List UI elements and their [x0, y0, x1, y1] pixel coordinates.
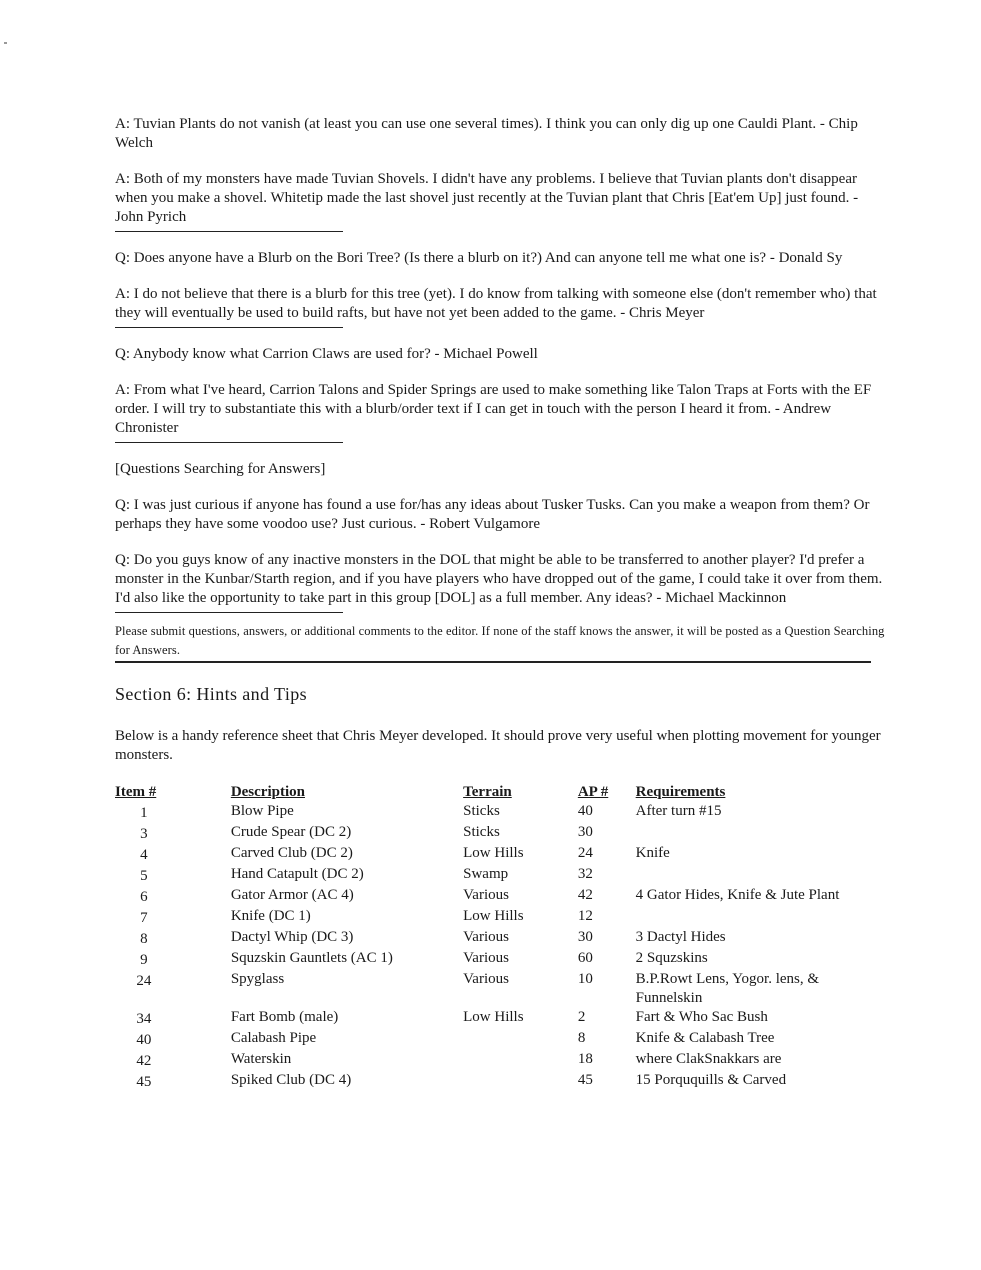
cell-terrain: Various — [463, 887, 509, 903]
cell-ap: 45 — [577, 1072, 593, 1088]
qa-text: Does anyone have a Blurb on the Bori Tree? (Is there a blurb on it?) And can anyone tell me what one is? - Donald Sy — [130, 250, 843, 266]
cell-terrain: Sticks — [463, 824, 500, 840]
cell-item: 42 — [136, 1053, 152, 1069]
cell-terrain: Various — [463, 971, 509, 987]
qa-paragraph — [115, 551, 885, 608]
cell-ap: 30 — [577, 824, 593, 840]
cell-description: Waterskin — [230, 1051, 292, 1067]
qa-paragraph — [115, 285, 885, 323]
table-row — [115, 886, 885, 907]
cell-requirements: Knife — [635, 845, 670, 861]
table-row — [115, 949, 885, 970]
cell-description: Spyglass — [230, 971, 285, 987]
table-row — [115, 844, 885, 865]
qa-section — [115, 115, 885, 613]
qa-lead: Q: — [115, 497, 130, 513]
cell-item: 3 — [140, 826, 148, 842]
qa-text: Anybody know what Carrion Claws are used for? - Michael Powell — [130, 346, 538, 362]
cell-ap: 60 — [577, 950, 593, 966]
cell-description: Squzskin Gauntlets (AC 1) — [230, 950, 393, 966]
cell-ap: 12 — [577, 908, 593, 924]
cell-item: 34 — [136, 1011, 152, 1027]
cell-item: 4 — [140, 847, 148, 863]
qa-lead: A: — [115, 171, 130, 187]
cell-requirements: 3 Dactyl Hides — [635, 929, 726, 945]
cell-terrain: Various — [463, 929, 509, 945]
table-row — [115, 802, 885, 823]
cell-terrain: Low Hills — [463, 1009, 524, 1025]
cell-ap: 32 — [577, 866, 593, 882]
cell-requirements: B.P.Rowt Lens, Yogor. lens, & Funnelskin — [635, 971, 820, 1006]
cell-description: Gator Armor (AC 4) — [230, 887, 354, 903]
separator-rule — [115, 327, 343, 328]
qa-paragraph — [115, 249, 885, 268]
qa-paragraph — [115, 170, 885, 227]
cell-terrain: Various — [463, 950, 509, 966]
header-terrain: Terrain — [463, 784, 512, 800]
cell-item: 7 — [140, 910, 148, 926]
cell-description: Crude Spear (DC 2) — [230, 824, 352, 840]
cell-requirements — [636, 865, 885, 886]
qa-lead: A: — [115, 286, 130, 302]
qa-text: I do not believe that there is a blurb for this tree (yet). I do know from talking with someone else (don't remember who) that they will eventually be used to build rafts, but have not yet been added to the game. - Chris Meyer — [115, 286, 877, 321]
cell-requirements: 15 Porququills & Carved — [635, 1072, 787, 1088]
cell-terrain — [463, 1029, 578, 1050]
cell-item: 9 — [140, 952, 148, 968]
cell-terrain — [463, 1071, 578, 1092]
cell-requirements: 2 Squzskins — [635, 950, 708, 966]
cell-description: Calabash Pipe — [230, 1030, 317, 1046]
cell-terrain: Sticks — [463, 803, 500, 819]
qa-text: Tuvian Plants do not vanish (at least you can use one several times). I think you can only dig up one Cauldi Plant. - Chip Welch — [115, 116, 858, 151]
qa-lead: Q: — [115, 552, 130, 568]
cell-item: 1 — [140, 805, 148, 821]
qa-text: Both of my monsters have made Tuvian Shovels. I didn't have any problems. I believe that Tuvian plants don't disappear when you make a shovel. Whitetip made the last shovel just recently at the Tuvian plant that Chris [Eat'em Up] just found. - John Pyrich — [115, 171, 859, 225]
separator-rule — [115, 442, 343, 443]
cell-description: Fart Bomb (male) — [230, 1009, 339, 1025]
qa-text: I was just curious if anyone has found a use for/has any ideas about Tusker Tusks. Can you make a weapon from them? Or perhaps they have some voodoo use? Just curious. - Robert Vulgamore — [115, 497, 870, 532]
header-requirements: Requirements — [635, 784, 726, 800]
table-row — [115, 907, 885, 928]
cell-description: Blow Pipe — [230, 803, 294, 819]
qa-lead: A: — [115, 382, 130, 398]
cell-requirements: 4 Gator Hides, Knife & Jute Plant — [635, 887, 840, 903]
cell-requirements: Fart & Who Sac Bush — [635, 1009, 768, 1025]
cell-description: Knife (DC 1) — [230, 908, 311, 924]
qa-text: Do you guys know of any inactive monsters in the DOL that might be able to be transferred to another player? I'd prefer a monster in the Kunbar/Starth region, and if you have players who have dropped out of the game, I could take it over from them. I'd also like the opportunity to take part in this group [DOL] as a full member. Any ideas? - Michael Mackinnon — [115, 552, 883, 606]
cell-item: 6 — [140, 889, 148, 905]
cell-description: Dactyl Whip (DC 3) — [230, 929, 354, 945]
cell-item: 45 — [136, 1074, 152, 1090]
cell-description: Hand Catapult (DC 2) — [230, 866, 364, 882]
cell-ap: 10 — [577, 971, 593, 987]
qa-text: From what I've heard, Carrion Talons and Spider Springs are used to make something like Talon Traps at Forts with the EF order. I will try to substantiate this with a blurb/order text if I can get in touch with the person I heard it from. - Andrew Chronister — [115, 382, 872, 436]
table-row — [115, 970, 885, 1008]
table-row — [115, 928, 885, 949]
cell-ap: 18 — [577, 1051, 593, 1067]
cell-requirements — [636, 823, 885, 844]
cell-terrain — [463, 1050, 578, 1071]
cell-requirements: Knife & Calabash Tree — [635, 1030, 775, 1046]
table-row — [115, 823, 885, 844]
cell-ap: 24 — [577, 845, 593, 861]
cell-terrain: Low Hills — [463, 845, 524, 861]
cell-item: 8 — [140, 931, 148, 947]
qa-paragraph — [115, 460, 885, 479]
cell-item: 40 — [136, 1032, 152, 1048]
header-ap: AP # — [577, 784, 609, 800]
table-header-row — [115, 783, 885, 802]
section-intro: Below is a handy reference sheet that Chris Meyer developed. It should prove very useful when plotting movement for younger monsters. — [115, 728, 881, 763]
header-item: Item # — [115, 784, 157, 800]
header-description: Description — [230, 784, 305, 800]
cell-description: Spiked Club (DC 4) — [230, 1072, 352, 1088]
cell-item: 24 — [136, 973, 152, 989]
table-row — [115, 1008, 885, 1029]
cell-item: 5 — [140, 868, 148, 884]
qa-lead: Q: — [115, 346, 130, 362]
qa-paragraph — [115, 381, 885, 438]
document-page — [115, 115, 885, 1092]
separator-rule — [115, 612, 343, 613]
qa-paragraph — [115, 115, 885, 153]
section-title: Section 6: Hints and Tips — [115, 684, 308, 704]
cell-terrain: Swamp — [463, 866, 509, 882]
table-row — [115, 1071, 885, 1092]
qa-paragraph — [115, 345, 885, 364]
table-row — [115, 1029, 885, 1050]
table-row — [115, 865, 885, 886]
cell-requirements — [636, 907, 885, 928]
cell-terrain: Low Hills — [463, 908, 524, 924]
cell-ap: 30 — [577, 929, 593, 945]
separator-rule — [115, 231, 343, 232]
cell-ap: 42 — [577, 887, 593, 903]
reference-table — [115, 783, 885, 1092]
cell-ap: 8 — [577, 1030, 586, 1046]
section-divider — [115, 661, 871, 663]
table-row — [115, 1050, 885, 1071]
qa-text: [Questions Searching for Answers] — [115, 461, 326, 477]
cell-requirements: After turn #15 — [635, 803, 722, 819]
qa-paragraph — [115, 496, 885, 534]
cell-ap: 40 — [577, 803, 593, 819]
cell-requirements: where ClakSnakkars are — [635, 1051, 782, 1067]
scan-speck — [4, 42, 7, 44]
table-body — [115, 802, 885, 1092]
qa-lead: A: — [115, 116, 130, 132]
qa-lead: Q: — [115, 250, 130, 266]
cell-ap: 2 — [577, 1009, 586, 1025]
submission-note: Please submit questions, answers, or additional comments to the editor. If none of the staff knows the answer, it will be posted as a Question Searching for Answers. — [115, 624, 885, 657]
cell-description: Carved Club (DC 2) — [230, 845, 353, 861]
